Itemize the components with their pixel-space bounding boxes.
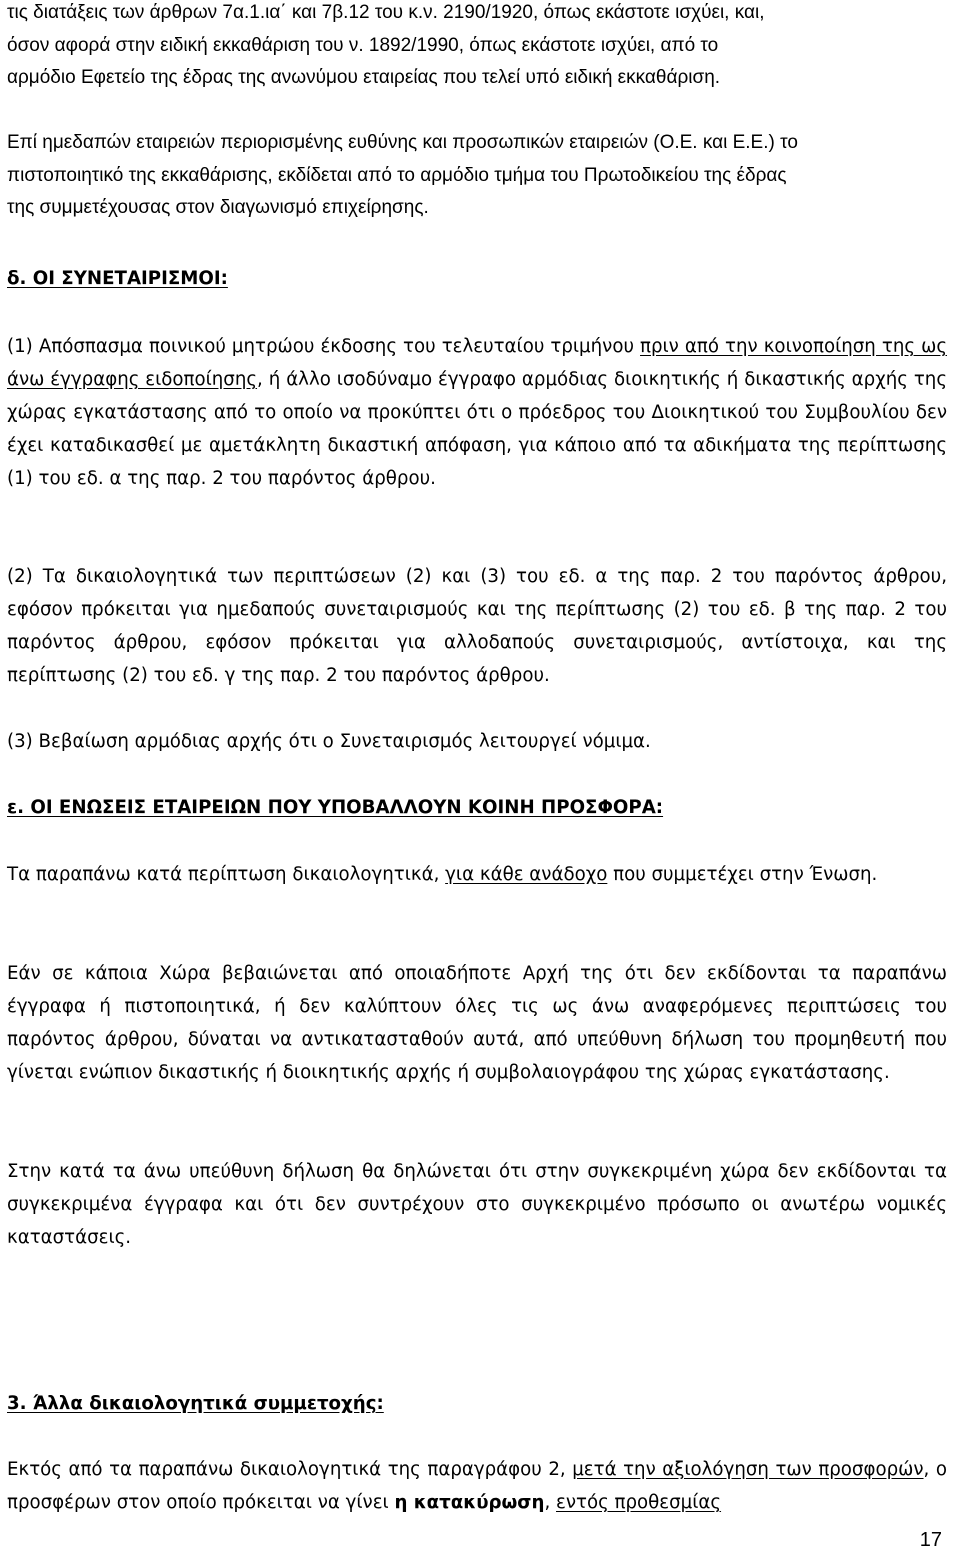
section-3-paragraph-comma: , xyxy=(544,1492,557,1513)
top-paragraph xyxy=(7,0,947,95)
section-3-paragraph-underlined-1: μετά την αξιολόγηση των προσφορών xyxy=(572,1459,924,1480)
partnerships-paragraph xyxy=(7,127,947,225)
partnerships-paragraph-line-1: Επί ημεδαπών εταιρειών περιορισμένης ευθύνης και προσωπικών εταιρειών (Ο.Ε. και Ε.Ε.) το xyxy=(7,132,798,153)
section-e-paragraph-3-text: Στην κατά τα άνω υπεύθυνη δήλωση θα δηλώνεται ότι στην συγκεκριμένη χώρα δεν εκδίδονται τα συγκεκριμένα έγγραφα και ότι δεν συντρέχουν στο συγκεκριμένο πρόσωπο οι ανωτέρω νομικές καταστάσεις. xyxy=(7,1161,947,1248)
section-d-item-1 xyxy=(7,330,947,495)
section-3-paragraph-underlined-2: εντός προθεσμίας xyxy=(556,1492,722,1513)
partnerships-paragraph-line-2: πιστοποιητικό της εκκαθάρισης, εκδίδεται από το αρμόδιο τμήμα του Πρωτοδικείου της έδρας xyxy=(7,164,787,186)
section-e-paragraph-2 xyxy=(7,957,947,1089)
section-d-item-1-text-start: (1) Απόσπασμα ποινικού μητρώου έκδοσης του τελευταίου τριμήνου xyxy=(7,336,641,357)
section-d-heading xyxy=(7,262,228,295)
section-3-paragraph xyxy=(7,1453,947,1519)
page-number: 17 xyxy=(919,1529,942,1551)
section-d-item-3 xyxy=(7,725,947,758)
top-paragraph-line-2: όσον αφορά στην ειδική εκκαθάριση του ν. 1892/1990, όπως εκάστοτε ισχύει, από το xyxy=(7,34,719,56)
section-e-title: ε. ΟΙ ΕΝΩΣΕΙΣ ΕΤΑΙΡΕΙΩΝ ΠΟΥ ΥΠΟΒΑΛΛΟΥΝ ΚΟΙΝΗ ΠΡΟΣΦΟΡΑ: xyxy=(7,797,664,818)
section-d-title: δ. ΟΙ ΣΥΝΕΤΑΙΡΙΣΜΟΙ: xyxy=(7,268,228,289)
section-d-item-1-text-end: , ή άλλο ισοδύναμο έγγραφο αρμόδιας διοικητικής ή δικαστικής αρχής της χώρας εγκατάστασης από το οποίο να προκύπτει ότι ο πρόεδρος του Διοικητικού του Συμβουλίου δεν έχει καταδικασθεί με αμετάκλητη δικαστική απόφαση, για κάποιο από τα αδικήματα της περίπτωσης (1) του εδ. α της παρ. 2 του παρόντος άρθρου. xyxy=(7,369,947,489)
section-e-paragraph-1-start: Τα παραπάνω κατά περίπτωση δικαιολογητικά, xyxy=(7,864,446,885)
section-d-item-1-underlined: πριν από την κοινοποίηση της ως άνω έγγραφης ειδοποίησης xyxy=(7,336,947,390)
section-e-heading xyxy=(7,791,663,824)
top-paragraph-line-3: αρμόδιο Εφετείο της έδρας της ανωνύμου εταιρείας που τελεί υπό ειδική εκκαθάριση. xyxy=(7,67,721,88)
section-e-paragraph-1-underlined: για κάθε ανάδοχο xyxy=(445,864,608,885)
top-paragraph-line-1: τις διατάξεις των άρθρων 7α.1.ια΄ και 7β.12 του κ.ν. 2190/1920, όπως εκάστοτε ισχύει, και, xyxy=(7,2,765,23)
section-3-title: 3. Άλλα δικαιολογητικά συμμετοχής: xyxy=(7,1393,384,1414)
section-d-item-2-text: (2) Τα δικαιολογητικά των περιπτώσεων (2) και (3) του εδ. α της παρ. 2 του παρόντος άρθρου, εφόσον πρόκειται για ημεδαπούς συνεταιρισμούς και της περίπτωσης (2) του εδ. β της παρ. 2 του παρόντος άρθρου, εφόσον πρόκειται για αλλοδαπούς συνεταιρισμούς, αντίστοιχα, και της περίπτωσης (2) του εδ. γ της παρ. 2 του παρόντος άρθρου. xyxy=(7,566,947,686)
section-e-paragraph-1-end: που συμμετέχει στην Ένωση. xyxy=(607,864,878,885)
section-e-paragraph-1 xyxy=(7,858,947,891)
section-3-paragraph-middle: , ο προσφέρων στον οποίο πρόκειται να γίνει xyxy=(7,1459,947,1513)
section-e-paragraph-3 xyxy=(7,1155,947,1254)
section-e-paragraph-2-text: Εάν σε κάποια Χώρα βεβαιώνεται από οποιαδήποτε Αρχή της ότι δεν εκδίδονται τα παραπάνω έγγραφα ή πιστοποιητικά, ή δεν καλύπτουν όλες τις ως άνω αναφερόμενες περιπτώσεις του παρόντος άρθρου, δύναται να αντικατασταθούν αυτά, από υπεύθυνη δήλωση του προμηθευτή που γίνεται ενώπιον δικαστικής ή διοικητικής αρχής ή συμβολαιογράφου της χώρας εγκατάστασης. xyxy=(7,963,947,1083)
section-3-paragraph-start: Εκτός από τα παραπάνω δικαιολογητικά της παραγράφου 2, xyxy=(7,1459,573,1480)
section-d-item-2 xyxy=(7,560,947,692)
partnerships-paragraph-line-3: της συμμετέχουσας στον διαγωνισμό επιχείρησης. xyxy=(7,197,429,218)
section-3-heading xyxy=(7,1387,384,1420)
section-3-paragraph-bold: η κατακύρωση xyxy=(394,1492,545,1513)
section-d-item-3-text: (3) Βεβαίωση αρμόδιας αρχής ότι ο Συνεταιρισμός λειτουργεί νόμιμα. xyxy=(7,731,651,752)
